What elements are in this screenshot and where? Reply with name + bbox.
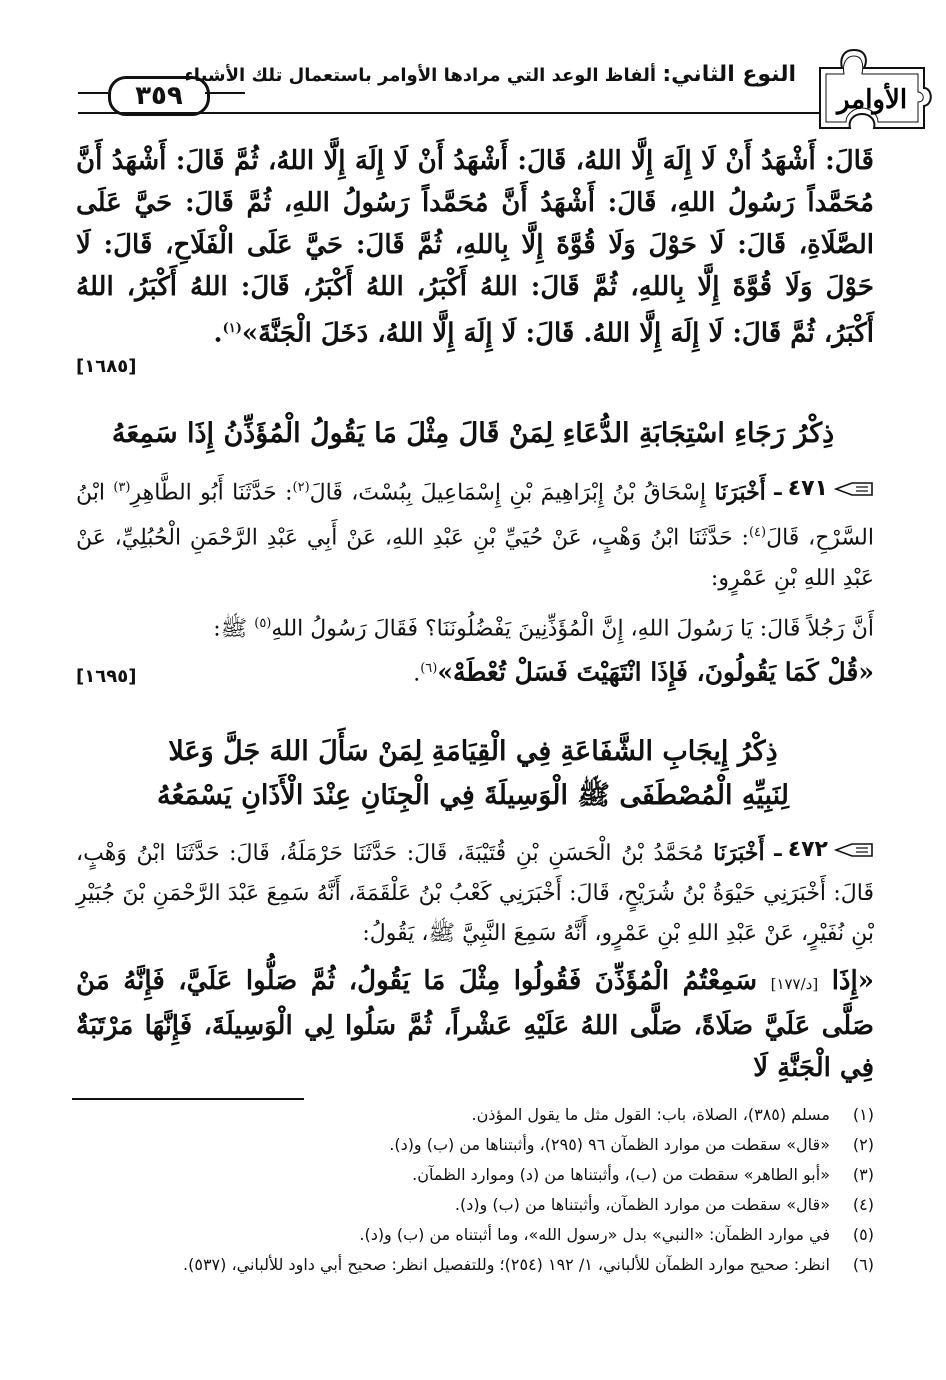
pointing-hand-icon: [834, 840, 874, 860]
footnote-marker: (٦): [420, 661, 438, 677]
running-header: [185, 62, 796, 87]
matn-text: أَنَّ رَجُلاً قَالَ: يَا رَسُولَ اللهِ، إِنَّ الْمُؤَذِّنِينَ يَفْضُلُونَنَا؟ فَقَالَ رَسُولُ اللهِ: [271, 616, 874, 642]
hadith-471: [76, 468, 874, 599]
isnad-text: : حَدَّثَنَا ابْنُ وَهْبٍ، عَنْ حُيَيِّ بْنِ عَبْدِ اللهِ، عَنْ أَبِي عَبْدِ الرَّحْمَنِ الْحُبُلِيِّ، عَنْ عَبْدِ اللهِ بْنِ عَمْرٍو:: [76, 525, 874, 591]
footnotes: [74, 1100, 874, 1280]
puzzle-piece-icon: [812, 38, 932, 130]
footnote-number: (٣): [852, 1165, 874, 1184]
manuscript-marker: [د/١٧٧]: [770, 975, 819, 993]
footnote-marker: (٥): [254, 616, 272, 631]
salawat-glyph: ﷺ: [220, 616, 248, 642]
section-heading: [60, 730, 886, 818]
footnote-number: (١): [852, 1105, 874, 1124]
section-heading: ذِكْرُ رَجَاءِ اسْتِجَابَةِ الدُّعَاءِ لِمَنْ قَالَ مِثْلَ مَا يَقُولُ الْمُؤَذِّنُ إِذَا سَمِعَهُ: [111, 418, 835, 449]
footnote: [74, 1220, 874, 1250]
hadith-text-continued: [76, 140, 874, 355]
header-divider: [78, 112, 820, 114]
period: .: [413, 661, 421, 687]
footnote: [74, 1100, 874, 1130]
hadith-number-value: ٤٧٢: [787, 837, 828, 862]
hadith-number: [774, 830, 874, 870]
period: .: [213, 318, 223, 349]
hadith-472-matn: [76, 960, 874, 1089]
dash: ـ: [774, 837, 782, 862]
footnote-marker: (٢): [292, 480, 310, 495]
footnote-number: (٤): [852, 1195, 874, 1214]
akhbarana: أَخْبَرَنَا: [713, 840, 765, 866]
footnote-marker: (١): [222, 321, 242, 336]
puzzle-label: الأوامر: [836, 85, 908, 115]
matn-start: «إِذَا: [831, 966, 874, 996]
header-rule: [205, 92, 245, 94]
footnote: [74, 1190, 874, 1220]
hadith-reference: [١٦٩٥]: [76, 666, 137, 687]
isnad-text: مُحَمَّدُ بْنُ الْحَسَنِ بْنِ قُتَيْبَةَ، قَالَ: حَدَّثَنَا حَرْمَلَةُ، قَالَ: حَدَّثَنَا ابْنُ وَهْبٍ، قَالَ: أَخْبَرَنِي حَيْوَةُ بْنُ شُرَيْحٍ، قَالَ: أَخْبَرَنِي كَعْبُ بْنُ عَلْقَمَةَ، أَنَّهُ سَمِعَ عَبْدَ الرَّحْمَنِ بْنَ جُبَيْرِ بْنِ نُفَيْرٍ، عَنْ عَبْدِ اللهِ بْنِ عَمْرٍو، أَنَّهُ سَمِعَ النَّبِيَّ ﷺ، يَقُولُ:: [76, 841, 874, 946]
footnote-number: (٦): [852, 1255, 874, 1274]
isnad-text: ابْنُ السَّرْحِ، قَالَ: [76, 480, 874, 551]
header-rule: [78, 92, 108, 94]
footnote: [74, 1130, 874, 1160]
matn-text: سَمِعْتُمُ الْمُؤَذِّنَ فَقُولُوا مِثْلَ مَا يَقُولُ، ثُمَّ صَلُّوا عَلَيَّ، فَإِنَّهُ مَنْ صَلَّى عَلَيَّ صَلَاةً، صَلَّى اللهُ عَلَيْهِ عَشْراً، ثُمَّ سَلُوا لِي الْوَسِيلَةَ، فَإِنَّهَا مَرْتَبَةٌ فِي الْجَنَّةِ لَا: [76, 966, 874, 1083]
footnote-marker: (٤): [748, 525, 767, 541]
hadith-472: [76, 830, 874, 954]
footnote-text: مسلم (٣٨٥)، الصلاة، باب: القول مثل ما يقول المؤذن.: [471, 1105, 830, 1124]
isnad-text: إِسْحَاقُ بْنُ إِبْرَاهِيمَ بْنِ إِسْمَاعِيلَ بِبُسْتَ، قَالَ: [309, 480, 707, 506]
footnote-text: «قال» سقطت من موارد الظمآن ٩٦ (٢٩٥)، وأثبتناها من (ب) و(د).: [389, 1135, 830, 1154]
footnote-text: في موارد الظمآن: «النبي» بدل «رسول الله»، وما أثبتناه من (ب) و(د).: [359, 1225, 830, 1244]
footnote-text: انظر: صحيح موارد الظمآن للألباني، ١/ ١٩٢ (٢٥٤)؛ وللتفصيل انظر: صحيح أبي داود للألباني، (٥٣٧).: [183, 1255, 830, 1274]
colon: :: [213, 616, 221, 642]
footnote-number: (٢): [852, 1135, 874, 1154]
footnote: [74, 1250, 874, 1280]
running-header-lead: النوع الثاني:: [662, 62, 796, 87]
hadith-number: [774, 469, 874, 509]
section-heading-line: لِنَبِيِّهِ الْمُصْطَفَى ﷺ الْوَسِيلَةَ فِي الْجِنَانِ عِنْدَ الْأَذَانِ يَسْمَعُهُ: [156, 780, 790, 811]
footnote-text: «أبو الطاهر» سقطت من (ب)، وأثبتناها من (د) وموارد الظمآن.: [412, 1165, 830, 1184]
hadith-text: قَالَ: أَشْهَدُ أَنْ لَا إِلَهَ إِلَّا اللهُ، قَالَ: أَشْهَدُ أَنْ لَا إِلَهَ إِلَّا اللهُ، ثُمَّ قَالَ: أَشْهَدُ أَنَّ مُحَمَّداً رَسُولُ اللهِ، قَالَ: أَشْهَدُ أَنَّ مُحَمَّداً رَسُولُ اللهِ، ثُمَّ قَالَ: حَيَّ عَلَى الصَّلَاةِ، قَالَ: لَا حَوْلَ وَلَا قُوَّةَ إِلَّا بِاللهِ، ثُمَّ قَالَ: حَيَّ عَلَى الْفَلَاحِ، قَالَ: لَا حَوْلَ وَلَا قُوَّةَ إِلَّا بِاللهِ، ثُمَّ قَالَ: اللهُ أَكْبَرُ، اللهُ أَكْبَرُ، قَالَ: اللهُ أَكْبَرُ، اللهُ أَكْبَرُ، ثُمَّ قَالَ: لَا إِلَهَ إِلَّا اللهُ. قَالَ: لَا إِلَهَ إِلَّا اللهُ، دَخَلَ الْجَنَّةَ»: [76, 146, 874, 349]
isnad-text: : حَدَّثَنَا أَبُو الطَّاهِرِ: [130, 480, 293, 506]
page-number: ٣٥٩: [108, 76, 210, 116]
pointing-hand-icon: [834, 479, 874, 499]
hadith-reference: [١٦٨٥]: [76, 356, 137, 377]
footnote-text: «قال» سقطت من موارد الظمآن، وأثبتناها من (ب) و(د).: [454, 1195, 830, 1214]
running-header-title: ألفاظ الوعد التي مرادها الأوامر باستعمال تلك الأشياء: [184, 65, 657, 86]
akhbarana: أَخْبَرَنَا: [714, 479, 766, 506]
hadith-471-matn: [76, 604, 874, 695]
prophetic-saying: «قُلْ كَمَا يَقُولُونَ، فَإِذَا انْتَهَيْتَ فَسَلْ تُعْطَهْ»: [437, 657, 874, 687]
footnote-number: (٥): [852, 1225, 874, 1244]
section-heading-line: ذِكْرُ إِيجَابِ الشَّفَاعَةِ فِي الْقِيَامَةِ لِمَنْ سَأَلَ اللهَ جَلَّ وَعَلا: [168, 736, 778, 767]
footnote-marker: (٣): [113, 480, 131, 495]
dash: ـ: [774, 476, 782, 502]
footnote: [74, 1160, 874, 1190]
hadith-number-value: ٤٧١: [787, 476, 828, 502]
